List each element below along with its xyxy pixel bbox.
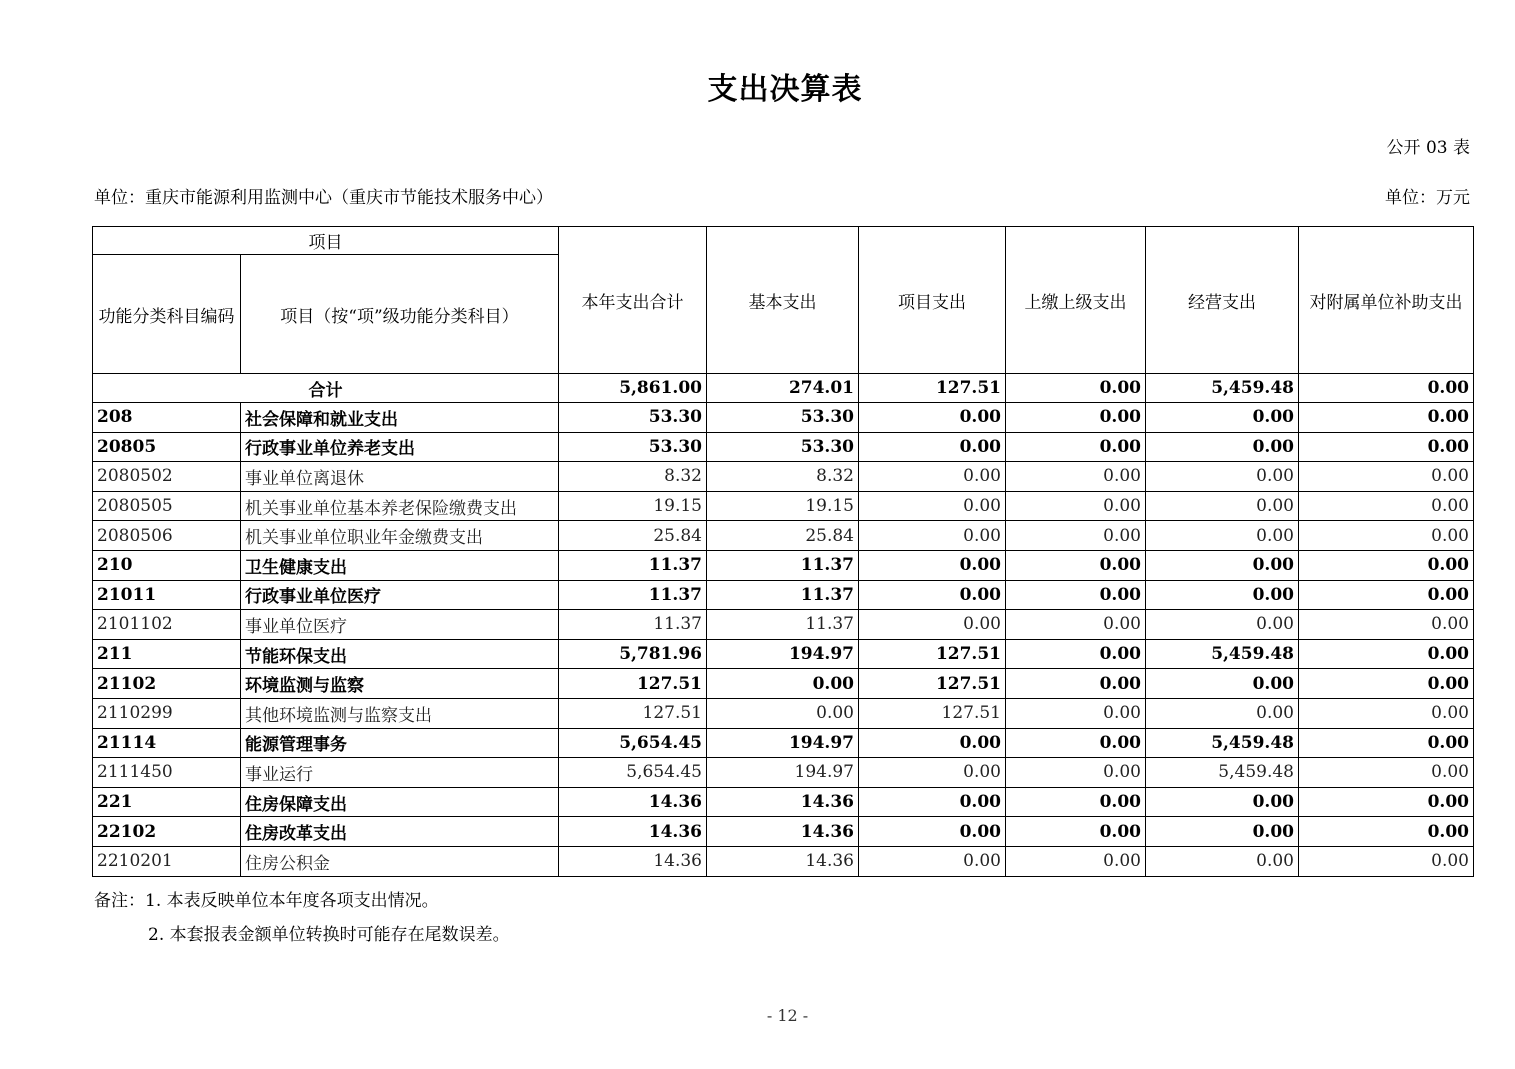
- row-code: 211: [93, 639, 241, 669]
- header-code: 功能分类科目编码: [93, 255, 241, 374]
- row-code: 208: [93, 403, 241, 433]
- row-value: 0.00: [1299, 817, 1474, 847]
- row-value: 0.00: [859, 758, 1006, 788]
- row-name: 卫生健康支出: [241, 550, 559, 580]
- row-value: 0.00: [1146, 610, 1299, 640]
- page-title: 支出决算表: [707, 72, 863, 107]
- header-basic: 基本支出: [707, 227, 859, 374]
- row-value: 0.00: [1299, 580, 1474, 610]
- table-row: [93, 403, 1474, 433]
- currency-unit: 单位：万元: [1385, 188, 1470, 208]
- row-value: 0.00: [859, 610, 1006, 640]
- row-name: 行政事业单位医疗: [241, 580, 559, 610]
- total-row: [93, 374, 1474, 403]
- row-code: 20805: [93, 432, 241, 462]
- row-value: 0.00: [1146, 521, 1299, 551]
- table-row: [93, 432, 1474, 462]
- row-value: 0.00: [859, 403, 1006, 433]
- row-value: 19.15: [707, 491, 859, 521]
- row-value: 11.37: [707, 610, 859, 640]
- row-code: 21114: [93, 728, 241, 758]
- row-value: 0.00: [859, 432, 1006, 462]
- row-value: 0.00: [1006, 610, 1146, 640]
- row-value: 194.97: [707, 758, 859, 788]
- row-value: 0.00: [1299, 846, 1474, 876]
- total-cell: 5,861.00: [559, 374, 707, 403]
- header-name: 项目（按“项”级功能分类科目）: [241, 255, 559, 374]
- row-value: 5,781.96: [559, 639, 707, 669]
- row-value: 0.00: [859, 787, 1006, 817]
- header-project-expense: 项目支出: [859, 227, 1006, 374]
- row-value: 5,459.48: [1146, 639, 1299, 669]
- note-1: 备注：1. 本表反映单位本年度各项支出情况。: [94, 891, 439, 911]
- table-row: [93, 817, 1474, 847]
- row-value: 19.15: [559, 491, 707, 521]
- row-value: 0.00: [1146, 669, 1299, 699]
- row-value: 127.51: [859, 639, 1006, 669]
- total-label: 合计: [93, 374, 559, 403]
- table-row: [93, 787, 1474, 817]
- table-row: [93, 550, 1474, 580]
- row-value: 0.00: [707, 669, 859, 699]
- row-value: 25.84: [559, 521, 707, 551]
- row-value: 11.37: [559, 580, 707, 610]
- row-value: 194.97: [707, 728, 859, 758]
- row-value: 11.37: [559, 550, 707, 580]
- row-value: 0.00: [1299, 403, 1474, 433]
- row-value: 25.84: [707, 521, 859, 551]
- row-value: 0.00: [859, 580, 1006, 610]
- row-code: 2080505: [93, 491, 241, 521]
- row-name: 事业单位离退休: [241, 462, 559, 492]
- header-upper-payment: 上缴上级支出: [1006, 227, 1146, 374]
- row-code: 2110299: [93, 698, 241, 728]
- row-value: 14.36: [707, 787, 859, 817]
- table-row: [93, 462, 1474, 492]
- row-code: 2080506: [93, 521, 241, 551]
- row-name: 环境监测与监察: [241, 669, 559, 699]
- table-row: [93, 698, 1474, 728]
- row-value: 0.00: [1006, 550, 1146, 580]
- row-value: 0.00: [859, 728, 1006, 758]
- row-value: 53.30: [707, 432, 859, 462]
- row-value: 0.00: [707, 698, 859, 728]
- header-total: 本年支出合计: [559, 227, 707, 374]
- table-row: [93, 580, 1474, 610]
- row-value: 0.00: [1299, 758, 1474, 788]
- row-value: 53.30: [559, 432, 707, 462]
- table-row: [93, 728, 1474, 758]
- row-value: 0.00: [1299, 432, 1474, 462]
- row-value: 127.51: [859, 698, 1006, 728]
- row-value: 53.30: [559, 403, 707, 433]
- row-value: 0.00: [1146, 432, 1299, 462]
- row-value: 8.32: [707, 462, 859, 492]
- table-row: [93, 669, 1474, 699]
- row-value: 0.00: [859, 846, 1006, 876]
- row-value: 14.36: [559, 817, 707, 847]
- row-name: 机关事业单位基本养老保险缴费支出: [241, 491, 559, 521]
- row-value: 127.51: [559, 698, 707, 728]
- row-value: 5,654.45: [559, 758, 707, 788]
- row-value: 0.00: [859, 817, 1006, 847]
- row-value: 0.00: [1146, 462, 1299, 492]
- row-value: 0.00: [1299, 462, 1474, 492]
- row-name: 住房改革支出: [241, 817, 559, 847]
- row-code: 2101102: [93, 610, 241, 640]
- row-value: 0.00: [1006, 846, 1146, 876]
- table-row: [93, 491, 1474, 521]
- row-code: 210: [93, 550, 241, 580]
- row-value: 0.00: [1299, 550, 1474, 580]
- row-value: 0.00: [1146, 787, 1299, 817]
- page-number: - 12 -: [766, 1006, 809, 1025]
- total-cell: 127.51: [859, 374, 1006, 403]
- row-value: 0.00: [1006, 639, 1146, 669]
- table-row: [93, 521, 1474, 551]
- row-value: 0.00: [1006, 580, 1146, 610]
- table-number: 公开 03 表: [1386, 138, 1470, 158]
- row-value: 5,459.48: [1146, 758, 1299, 788]
- row-code: 21102: [93, 669, 241, 699]
- row-value: 11.37: [707, 580, 859, 610]
- row-value: 0.00: [1299, 521, 1474, 551]
- row-value: 11.37: [559, 610, 707, 640]
- table-row: [93, 846, 1474, 876]
- header-business: 经营支出: [1146, 227, 1299, 374]
- table-row: [93, 639, 1474, 669]
- row-value: 14.36: [559, 787, 707, 817]
- table-row: [93, 610, 1474, 640]
- header-project: 项目: [93, 227, 559, 255]
- row-value: 0.00: [1299, 639, 1474, 669]
- row-code: 2080502: [93, 462, 241, 492]
- header-subsidy: 对附属单位补助支出: [1299, 227, 1474, 374]
- row-value: 0.00: [1146, 698, 1299, 728]
- row-name: 节能环保支出: [241, 639, 559, 669]
- row-name: 住房公积金: [241, 846, 559, 876]
- table-row: [93, 758, 1474, 788]
- row-value: 0.00: [1006, 728, 1146, 758]
- row-value: 0.00: [1299, 669, 1474, 699]
- row-value: 14.36: [707, 817, 859, 847]
- row-value: 0.00: [1146, 817, 1299, 847]
- row-value: 0.00: [1146, 550, 1299, 580]
- row-value: 0.00: [1146, 491, 1299, 521]
- row-value: 0.00: [1146, 403, 1299, 433]
- row-value: 14.36: [707, 846, 859, 876]
- total-cell: 5,459.48: [1146, 374, 1299, 403]
- row-value: 0.00: [859, 521, 1006, 551]
- row-value: 0.00: [1006, 758, 1146, 788]
- row-value: 0.00: [1006, 432, 1146, 462]
- row-value: 0.00: [1299, 610, 1474, 640]
- row-value: 0.00: [1006, 462, 1146, 492]
- row-value: 5,654.45: [559, 728, 707, 758]
- row-code: 221: [93, 787, 241, 817]
- row-value: 0.00: [1299, 787, 1474, 817]
- row-value: 0.00: [1006, 491, 1146, 521]
- row-code: 21011: [93, 580, 241, 610]
- row-value: 0.00: [1146, 580, 1299, 610]
- row-name: 住房保障支出: [241, 787, 559, 817]
- total-cell: 274.01: [707, 374, 859, 403]
- row-name: 事业运行: [241, 758, 559, 788]
- expenditure-table: [92, 226, 1474, 877]
- row-code: 2111450: [93, 758, 241, 788]
- row-value: 0.00: [1299, 698, 1474, 728]
- row-name: 社会保障和就业支出: [241, 403, 559, 433]
- row-value: 0.00: [859, 550, 1006, 580]
- row-value: 0.00: [1006, 403, 1146, 433]
- row-value: 194.97: [707, 639, 859, 669]
- row-code: 2210201: [93, 846, 241, 876]
- row-value: 0.00: [1006, 698, 1146, 728]
- row-name: 事业单位医疗: [241, 610, 559, 640]
- row-code: 22102: [93, 817, 241, 847]
- row-value: 0.00: [1146, 846, 1299, 876]
- total-cell: 0.00: [1299, 374, 1474, 403]
- row-value: 0.00: [1006, 787, 1146, 817]
- row-name: 其他环境监测与监察支出: [241, 698, 559, 728]
- organization-unit: 单位：重庆市能源利用监测中心（重庆市节能技术服务中心）: [94, 188, 553, 208]
- row-value: 0.00: [1006, 669, 1146, 699]
- total-cell: 0.00: [1006, 374, 1146, 403]
- row-value: 11.37: [707, 550, 859, 580]
- row-value: 0.00: [1006, 817, 1146, 847]
- row-name: 能源管理事务: [241, 728, 559, 758]
- row-value: 0.00: [1299, 728, 1474, 758]
- row-value: 0.00: [859, 462, 1006, 492]
- row-value: 14.36: [559, 846, 707, 876]
- row-value: 127.51: [859, 669, 1006, 699]
- row-value: 8.32: [559, 462, 707, 492]
- row-value: 127.51: [559, 669, 707, 699]
- row-name: 行政事业单位养老支出: [241, 432, 559, 462]
- row-value: 5,459.48: [1146, 728, 1299, 758]
- row-value: 0.00: [1299, 491, 1474, 521]
- row-value: 0.00: [859, 491, 1006, 521]
- row-value: 53.30: [707, 403, 859, 433]
- row-value: 0.00: [1006, 521, 1146, 551]
- row-name: 机关事业单位职业年金缴费支出: [241, 521, 559, 551]
- note-2: 2. 本套报表金额单位转换时可能存在尾数误差。: [148, 925, 510, 945]
